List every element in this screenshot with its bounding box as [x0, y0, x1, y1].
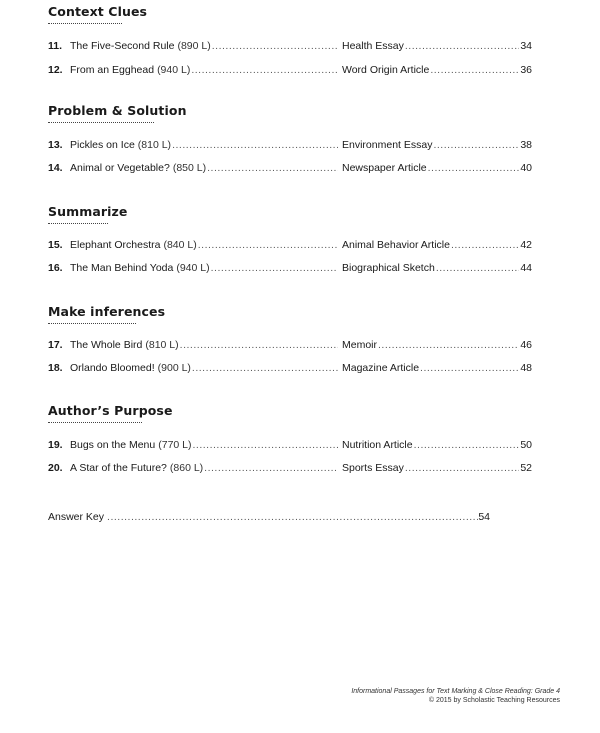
entry-genre: Memoir	[342, 339, 378, 351]
entry-page: 52	[520, 462, 532, 474]
section-context-clues	[48, 4, 532, 76]
dot-leader	[433, 138, 519, 152]
entry-title: Orlando Bloomed!	[70, 362, 155, 374]
entry-number: 18.	[48, 362, 63, 374]
entry-title: Bugs on the Menu	[70, 439, 156, 451]
footer-book-title: Informational Passages for Text Marking & Close Reading: Grade 4	[351, 688, 560, 695]
entry-number: 16.	[48, 262, 63, 274]
entry-genre: Biographical Sketch	[342, 262, 435, 274]
entry-lexile: (810 L)	[137, 139, 172, 151]
section-authors-purpose	[48, 403, 532, 474]
dot-leader	[172, 138, 338, 152]
toc-entry[interactable]	[48, 161, 532, 175]
toc-entry[interactable]	[48, 261, 532, 275]
heading-underline	[48, 223, 108, 224]
entry-genre: Health Essay	[342, 40, 404, 52]
entry-page: 48	[520, 362, 532, 374]
entry-lexile: (860 L)	[169, 462, 204, 474]
toc-entry[interactable]	[48, 338, 532, 352]
dot-leader	[405, 39, 519, 53]
entry-title: The Man Behind Yoda	[70, 262, 174, 274]
section-make-inferences	[48, 304, 532, 374]
dot-leader	[107, 510, 478, 524]
entry-title: The Five-Second Rule	[70, 40, 175, 52]
entry-lexile: (770 L)	[158, 439, 192, 451]
entry-number: 15.	[48, 239, 63, 251]
footer-copyright: © 2015 by Scholastic Teaching Resources	[428, 697, 560, 704]
dot-leader	[180, 338, 338, 352]
entry-page: 46	[520, 339, 532, 351]
entry-lexile: (940 L)	[157, 64, 191, 76]
dot-leader	[405, 461, 519, 475]
page-footer	[351, 687, 560, 705]
heading-underline	[48, 122, 154, 123]
entry-number: 17.	[48, 339, 63, 351]
section-problem-solution	[48, 103, 532, 174]
dot-leader	[414, 438, 520, 452]
section-summarize	[48, 204, 532, 274]
heading-underline	[48, 422, 142, 423]
entry-number: 13.	[48, 139, 63, 151]
entry-lexile: (900 L)	[157, 362, 191, 374]
entry-title: Elephant Orchestra	[70, 239, 161, 251]
dot-leader	[191, 63, 338, 77]
entry-genre: Word Origin Article	[342, 64, 430, 76]
entry-title: Animal or Vegetable?	[70, 162, 170, 174]
dot-leader	[192, 361, 338, 375]
entry-number: 12.	[48, 64, 63, 76]
entry-number: 11.	[48, 40, 63, 52]
dot-leader	[436, 261, 520, 275]
entry-genre: Nutrition Article	[342, 439, 413, 451]
dot-leader	[207, 161, 338, 175]
dot-leader	[430, 63, 519, 77]
section-heading: Problem & Solution	[48, 103, 187, 118]
entry-genre: Sports Essay	[342, 462, 404, 474]
toc-entry[interactable]	[48, 63, 532, 77]
dot-leader	[420, 361, 519, 375]
entry-lexile: (850 L)	[172, 162, 207, 174]
section-heading: Context Clues	[48, 4, 148, 19]
entry-title: A Star of the Future?	[70, 462, 167, 474]
entry-title: From an Egghead	[70, 64, 155, 76]
entry-number: 19.	[48, 439, 63, 451]
dot-leader	[193, 438, 338, 452]
entry-number: 20.	[48, 462, 63, 474]
dot-leader	[204, 461, 338, 475]
dot-leader	[198, 238, 338, 252]
dot-leader	[212, 39, 338, 53]
toc-entry[interactable]	[48, 361, 532, 375]
section-heading: Summarize	[48, 204, 128, 219]
entry-genre: Animal Behavior Article	[342, 239, 450, 251]
toc-entry[interactable]	[48, 138, 532, 152]
entry-number: 14.	[48, 162, 63, 174]
entry-page: 50	[520, 439, 532, 451]
heading-underline	[48, 23, 122, 24]
entry-genre: Environment Essay	[342, 139, 433, 151]
toc-entry[interactable]	[48, 238, 532, 252]
entry-lexile: (940 L)	[176, 262, 210, 274]
entry-page: 44	[520, 262, 532, 274]
entry-page: 38	[520, 139, 532, 151]
answer-key-entry[interactable]	[48, 510, 490, 524]
dot-leader	[428, 161, 520, 175]
entry-lexile: (890 L)	[177, 40, 211, 52]
heading-underline	[48, 323, 136, 324]
entry-page: 34	[520, 40, 532, 52]
entry-page: 36	[520, 64, 532, 76]
dot-leader	[211, 261, 338, 275]
answer-key-page: 54	[478, 511, 490, 523]
toc-entry[interactable]	[48, 461, 532, 475]
dot-leader	[378, 338, 519, 352]
entry-lexile: (810 L)	[145, 339, 179, 351]
entry-genre: Newspaper Article	[342, 162, 427, 174]
dot-leader	[451, 238, 519, 252]
entry-lexile: (840 L)	[163, 239, 197, 251]
toc-entry[interactable]	[48, 39, 532, 53]
entry-title: The Whole Bird	[70, 339, 143, 351]
toc-entry[interactable]	[48, 438, 532, 452]
entry-genre: Magazine Article	[342, 362, 420, 374]
section-heading: Author’s Purpose	[48, 403, 173, 418]
entry-page: 40	[520, 162, 532, 174]
entry-page: 42	[520, 239, 532, 251]
section-heading: Make inferences	[48, 304, 166, 319]
entry-title: Pickles on Ice	[70, 139, 135, 151]
answer-key-label: Answer Key	[48, 511, 105, 523]
